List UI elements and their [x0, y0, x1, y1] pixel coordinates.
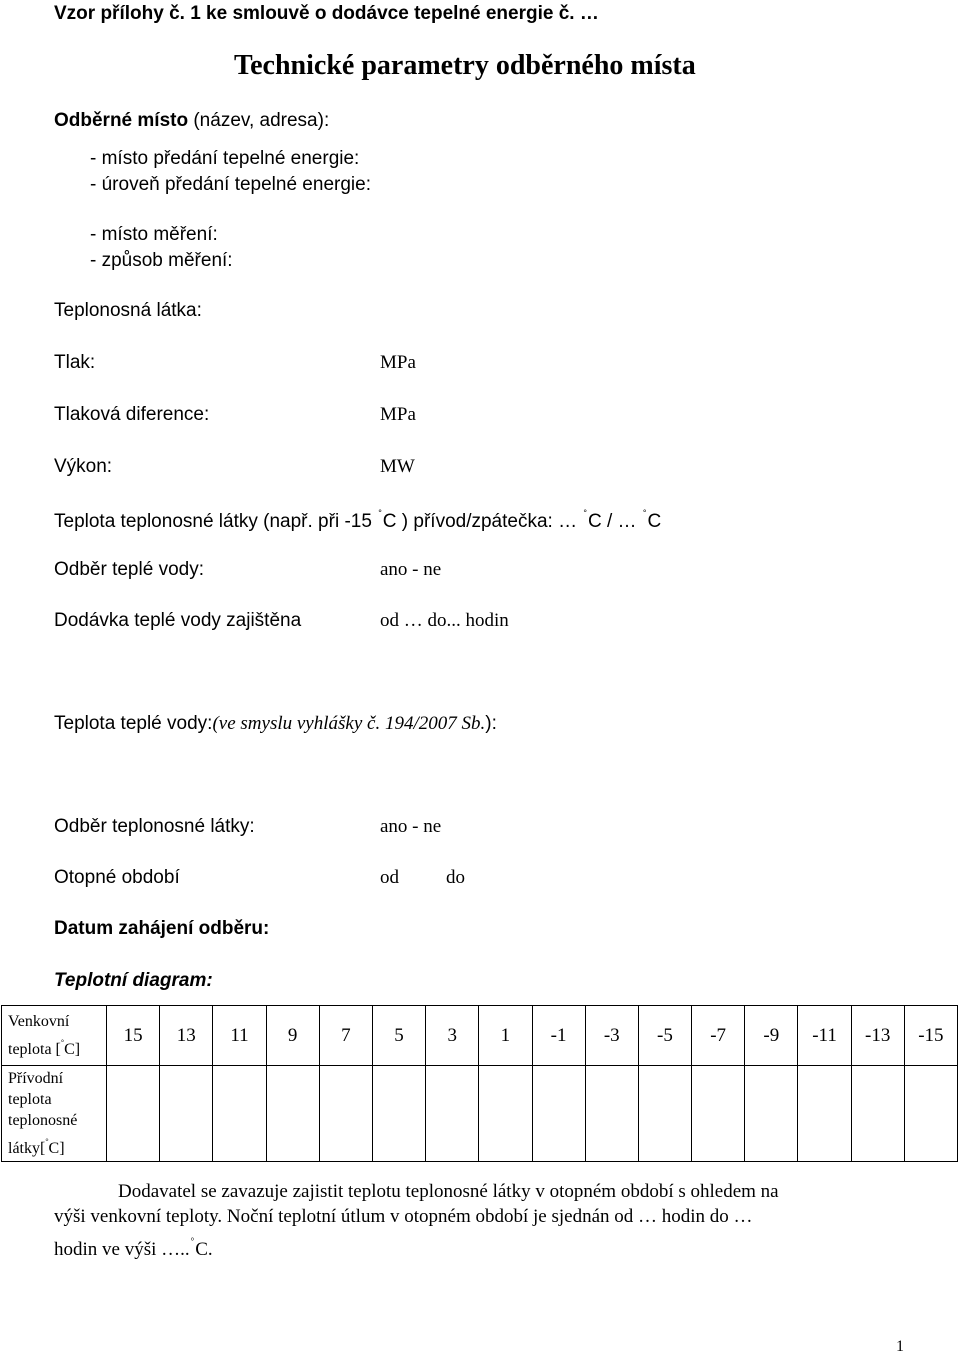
outdoor-temp-cell: 11	[213, 1006, 266, 1066]
degree-symbol: °	[583, 508, 587, 518]
heating-period-to: do	[446, 867, 465, 888]
supply-temp-cell[interactable]	[692, 1066, 745, 1162]
outdoor-temp-cell: -13	[851, 1006, 904, 1066]
degree-symbol: °	[642, 508, 647, 518]
supply-temp-cell[interactable]	[638, 1066, 691, 1162]
degree-symbol: °	[45, 1137, 49, 1146]
temp-c3: C	[647, 511, 662, 532]
supply-header-unit: C]	[48, 1140, 65, 1157]
outdoor-temp-cell: 7	[319, 1006, 372, 1066]
outdoor-header-line1: Venkovní	[8, 1013, 70, 1030]
pressure-diff-label: Tlaková diference:	[54, 404, 210, 425]
outdoor-temp-cell: -7	[692, 1006, 745, 1066]
supply-header-line4	[8, 1131, 106, 1159]
outdoor-header-unit: C]	[64, 1041, 81, 1058]
paragraph-line3-unit: C.	[195, 1239, 213, 1260]
place-label-rest: (název, adresa):	[188, 110, 330, 131]
supply-temperature-row	[2, 1066, 958, 1162]
start-date-label: Datum zahájení odběru:	[54, 918, 270, 939]
hot-water-label: Odběr teplé vody:	[54, 559, 204, 580]
page-number: 1	[896, 1338, 904, 1355]
hot-water-supply-value: od … do... hodin	[380, 610, 509, 631]
supply-header-text: látky[	[8, 1140, 46, 1157]
supply-temp-cell[interactable]	[745, 1066, 798, 1162]
page-title: Technické parametry odběrného místa	[234, 50, 696, 81]
medium-temperature-line	[54, 508, 661, 533]
outdoor-temp-cell: 13	[160, 1006, 213, 1066]
outdoor-temp-cell: -9	[745, 1006, 798, 1066]
outdoor-header-text: teplota [	[8, 1041, 61, 1058]
supply-temp-cell[interactable]	[266, 1066, 319, 1162]
paragraph-line3	[54, 1229, 906, 1262]
hot-water-temp-end: ):	[485, 713, 497, 734]
supply-temp-cell[interactable]	[160, 1066, 213, 1162]
supply-temp-cell[interactable]	[585, 1066, 638, 1162]
temp-c2: C / …	[587, 511, 642, 532]
pressure-diff-unit: MPa	[380, 404, 416, 425]
place-item-metering-point: - místo měření:	[90, 224, 218, 245]
degree-symbol: °	[378, 508, 382, 518]
supplier-obligation-paragraph	[54, 1179, 906, 1262]
place-label	[54, 110, 329, 132]
outdoor-temp-cell: -1	[532, 1006, 585, 1066]
supply-temp-cell[interactable]	[904, 1066, 957, 1162]
hot-water-temp-regulation: (ve smyslu vyhlášky č. 194/2007 Sb.	[212, 713, 486, 734]
degree-symbol: °	[190, 1236, 195, 1246]
supply-temp-cell[interactable]	[479, 1066, 532, 1162]
temp-c1: C ) přívod/zpátečka: …	[382, 511, 583, 532]
outdoor-temp-cell: -11	[798, 1006, 851, 1066]
degree-symbol: °	[60, 1038, 65, 1047]
paragraph-line2: výši venkovní teploty. Noční teplotní útlum v otopném období je sjednán od … hodin do …	[54, 1206, 753, 1227]
supply-temp-cell[interactable]	[213, 1066, 266, 1162]
power-label: Výkon:	[54, 456, 113, 477]
medium-label: Teplonosná látka:	[54, 300, 202, 321]
power-unit: MW	[380, 456, 415, 477]
supply-temp-cell[interactable]	[851, 1066, 904, 1162]
supply-header-line3: teplonosné	[8, 1112, 78, 1129]
outdoor-temperature-header	[2, 1006, 107, 1066]
pressure-unit: MPa	[380, 352, 416, 373]
paragraph-line3-text: hodin ve výši …..	[54, 1239, 190, 1260]
hot-water-temp-label: Teplota teplé vody:	[54, 713, 213, 734]
paragraph-line1: Dodavatel se zavazuje zajistit teplotu teplonosné látky v otopném období s ohledem na	[118, 1181, 779, 1202]
temperature-diagram-table	[1, 1005, 958, 1162]
place-label-bold: Odběrné místo	[54, 110, 189, 131]
supply-temp-cell[interactable]	[107, 1066, 160, 1162]
hot-water-temp-line	[54, 713, 497, 735]
diagram-label: Teplotní diagram:	[54, 970, 213, 991]
supply-temp-cell[interactable]	[426, 1066, 479, 1162]
heating-period-from: od	[380, 867, 399, 888]
supply-temperature-header	[2, 1066, 107, 1162]
pressure-label: Tlak:	[54, 352, 96, 373]
place-item-metering-method: - způsob měření:	[90, 250, 233, 271]
outdoor-temp-cell: 9	[266, 1006, 319, 1066]
supply-temp-cell[interactable]	[372, 1066, 425, 1162]
hot-water-supply-label: Dodávka teplé vody zajištěna	[54, 610, 302, 631]
supply-temp-cell[interactable]	[319, 1066, 372, 1162]
outdoor-temp-cell: -5	[638, 1006, 691, 1066]
outdoor-temp-cell: 15	[107, 1006, 160, 1066]
supply-header-line1: Přívodní	[8, 1070, 64, 1087]
heating-period-label: Otopné období	[54, 867, 180, 888]
outdoor-temp-cell: 5	[372, 1006, 425, 1066]
medium-draw-label: Odběr teplonosné látky:	[54, 816, 255, 837]
hot-water-value: ano - ne	[380, 559, 442, 580]
outdoor-temp-cell: 3	[426, 1006, 479, 1066]
place-item-handover-level: - úroveň předání tepelné energie:	[90, 174, 371, 195]
supply-temp-cell[interactable]	[798, 1066, 851, 1162]
outdoor-temp-cell: -3	[585, 1006, 638, 1066]
place-item-handover-point: - místo předání tepelné energie:	[90, 148, 360, 169]
supply-header-line2: teplota	[8, 1091, 52, 1108]
supply-temp-cell[interactable]	[532, 1066, 585, 1162]
temp-part1: Teplota teplonosné látky (např. při -15	[54, 511, 378, 532]
outdoor-temp-cell: -15	[904, 1006, 957, 1066]
outdoor-temp-cell: 1	[479, 1006, 532, 1066]
attachment-title: Vzor přílohy č. 1 ke smlouvě o dodávce tepelné energie č. …	[54, 3, 599, 24]
medium-draw-value: ano - ne	[380, 816, 442, 837]
outdoor-header-line2	[8, 1032, 106, 1060]
outdoor-temperature-row	[2, 1006, 958, 1066]
